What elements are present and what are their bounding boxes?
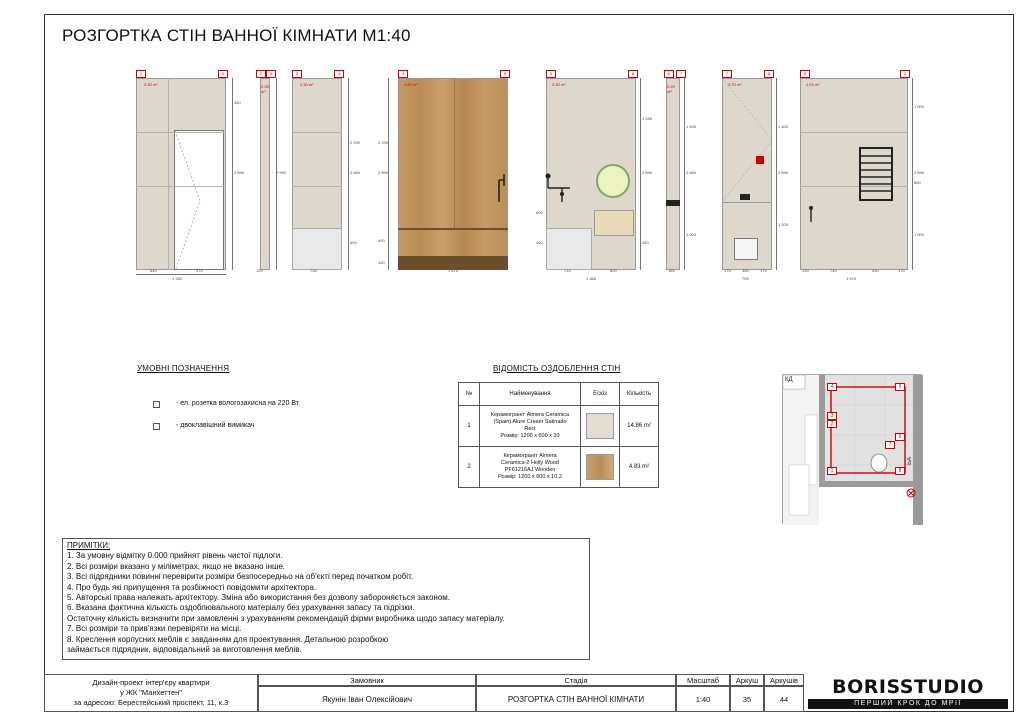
dimension: 400 bbox=[378, 238, 385, 243]
door-opening bbox=[174, 130, 224, 270]
plan-point: 3 bbox=[827, 412, 837, 420]
note-line: 4. Про будь які припущення та розбіжності повідомити архітектора. bbox=[67, 582, 317, 592]
wall-area: 4.83 m² bbox=[404, 82, 418, 87]
material-name: Керамограніт Almera Ceramica-2 Holly Wood PF61216AJ Wooden Розмір: 1200 x 600 x 10.2 bbox=[480, 447, 581, 488]
dimension: 1 200 bbox=[778, 222, 789, 227]
table-row bbox=[459, 406, 659, 447]
row-number: 1 bbox=[459, 406, 480, 447]
dimension: 400 bbox=[536, 240, 543, 245]
note-line: 2. Всі розміри вказано у міліметрах, якщо не вказано інше. bbox=[67, 561, 286, 571]
towel-radiator-icon bbox=[858, 146, 894, 202]
wall-tag-right: 4 bbox=[334, 70, 344, 78]
dimension: 350 bbox=[742, 268, 749, 273]
dimension-total: 700 bbox=[742, 276, 749, 281]
dimension: 735 bbox=[310, 268, 317, 273]
round-mirror bbox=[596, 164, 630, 198]
dimension: 1 000 bbox=[914, 232, 925, 237]
dimension: 175 bbox=[724, 268, 731, 273]
wall-tag-left: 5 bbox=[546, 70, 556, 78]
table-header-row bbox=[459, 383, 659, 406]
stage-label: Стадія bbox=[476, 674, 676, 686]
material-quantity: 4.83 m² bbox=[620, 447, 659, 488]
wall-tag-right: 6 bbox=[628, 70, 638, 78]
dimension: 1 400 bbox=[686, 124, 697, 129]
wall-area: 3.30 m² bbox=[144, 82, 158, 87]
plan-point: 2 bbox=[827, 420, 837, 428]
flush-button bbox=[740, 194, 750, 200]
scale-value: 1:40 bbox=[676, 686, 730, 712]
wall-panel-wood bbox=[398, 78, 508, 270]
wall-tag-left: 2 bbox=[256, 70, 266, 78]
wall-area: 3.30 m² bbox=[552, 82, 566, 87]
dimension: 120 bbox=[256, 268, 263, 273]
dimension: 1 240 bbox=[642, 116, 653, 121]
dimension: 2 290 bbox=[350, 140, 361, 145]
bathtub bbox=[546, 228, 592, 270]
column-header: Кількість bbox=[620, 383, 659, 406]
dimension: 530 bbox=[872, 268, 879, 273]
note-line: Остаточну кількість визначити при замовленні з урахуванням рекомендацій фірми виробника щодо запасу матеріалу. bbox=[67, 613, 505, 623]
legend-item-switch: - двоклавішний вимикач bbox=[176, 422, 255, 429]
dimension: 1 400 bbox=[778, 124, 789, 129]
material-name: Керамограніт Almera Ceramica (Spain) Alure Cream Satinado Rect Розмір: 1200 x 600 x 10 bbox=[480, 406, 581, 447]
wall-tag-left: 1 bbox=[136, 70, 146, 78]
wall-area: 2.30 m² bbox=[300, 82, 314, 87]
plan-label-ba: БА bbox=[907, 457, 913, 465]
note-line: 8. Креслення корпусних меблів є завданням для проектування. Детальною розробкою bbox=[67, 634, 389, 644]
wall-panel bbox=[666, 78, 680, 270]
material-quantity: 14.86 m² bbox=[620, 406, 659, 447]
dimension: 1 000 bbox=[686, 232, 697, 237]
wall-tag-left: 6 bbox=[664, 70, 674, 78]
wall-tag-right: 7 bbox=[676, 70, 686, 78]
dimension: 600 bbox=[610, 268, 617, 273]
dimension: 600 bbox=[536, 210, 543, 215]
wall-tag-left: 8 bbox=[800, 70, 810, 78]
plan-point: 4 bbox=[827, 383, 837, 391]
customer-label: Замовник bbox=[258, 674, 476, 686]
dimension: 170 bbox=[898, 268, 905, 273]
finish-schedule-table bbox=[458, 382, 659, 488]
sheet-label: Аркуш bbox=[730, 674, 764, 686]
dimension: 850 bbox=[914, 180, 921, 185]
note-line: 1. За умовну відмітку 0.000 прийнят рівень чистої підлоги. bbox=[67, 551, 283, 561]
notes-heading: ПРИМІТКИ: bbox=[67, 541, 111, 550]
dimension-total: 1 570 bbox=[846, 276, 857, 281]
note-line: 6. Вказана фактична кількість оздоблювального матеріалу без урахування запасу та підрізки. bbox=[67, 603, 415, 613]
notes-block bbox=[62, 538, 590, 660]
wall-tag-right: 3 bbox=[266, 70, 276, 78]
brand-name: BORISSTUDIO bbox=[832, 676, 984, 698]
note-line: займається підрядник, відповідальний за виготовлення меблів. bbox=[67, 645, 302, 655]
wall-tag-left: 7 bbox=[722, 70, 732, 78]
dimension: 175 bbox=[760, 268, 767, 273]
stage-value: РОЗГОРТКА СТІН ВАННОЇ КІМНАТИ bbox=[476, 686, 676, 712]
dimension: 130 bbox=[802, 268, 809, 273]
vanity-cabinet bbox=[594, 210, 634, 236]
column-header: Ескіз bbox=[581, 383, 620, 406]
plan-point: 1 bbox=[827, 467, 837, 475]
dimension: 100 bbox=[378, 260, 385, 265]
dimension: 2 690 bbox=[350, 170, 361, 175]
dimension: 450 bbox=[642, 240, 649, 245]
scale-label: Масштаб bbox=[676, 674, 730, 686]
dimension: 2 690 bbox=[378, 170, 389, 175]
dimension: 2 690 bbox=[642, 170, 653, 175]
dimension: 2 690 bbox=[686, 170, 697, 175]
shower-icon bbox=[496, 172, 508, 206]
dimension: 165 bbox=[668, 268, 675, 273]
hygienic-shower-icon bbox=[806, 204, 816, 224]
dimension: 2 690 bbox=[778, 170, 789, 175]
sheets-label: Аркушів bbox=[764, 674, 804, 686]
plan-label-kd: КД bbox=[785, 377, 793, 383]
wall-tag-right: 1 bbox=[900, 70, 910, 78]
legend-item-socket: - ел. розетка вологозахисна на 220 Вт bbox=[176, 400, 300, 407]
sheets-total: 44 bbox=[764, 686, 804, 712]
wall-tag-left: 4 bbox=[398, 70, 408, 78]
dimension: 740 bbox=[830, 268, 837, 273]
socket-icon bbox=[153, 401, 160, 408]
wall-area: 0.29 m² bbox=[667, 84, 675, 94]
material-swatch-cell bbox=[581, 406, 620, 447]
material-swatch bbox=[586, 413, 614, 439]
dimension: 170 bbox=[196, 268, 203, 273]
plan-point: 5 bbox=[895, 383, 905, 391]
dimension-total: 1 365 bbox=[586, 276, 597, 281]
wall-area: 3.70 m² bbox=[728, 82, 742, 87]
page-title: РОЗГОРТКА СТІН ВАННОЇ КІМНАТИ М1:40 bbox=[62, 26, 411, 45]
dimension-total: 1 330 bbox=[172, 276, 183, 281]
brand-slogan: ПЕРШИЙ КРОК ДО МРІЇ bbox=[808, 699, 1008, 709]
wall-area: 0.28 m² bbox=[261, 84, 269, 94]
column-header: Найменування bbox=[480, 383, 581, 406]
wall-tag-right: 5 bbox=[500, 70, 510, 78]
bathtub bbox=[292, 228, 342, 270]
dimension: 540 bbox=[150, 268, 157, 273]
legend-heading: УМОВНІ ПОЗНАЧЕННЯ bbox=[137, 364, 230, 373]
note-line: 5. Авторські права належать архітектору. Зміна або використання без дозволу забороняється законом. bbox=[67, 593, 450, 603]
finish-schedule-heading: ВІДОМІСТЬ ОЗДОБЛЕННЯ СТІН bbox=[493, 364, 621, 373]
note-line: 7. Всі розміри та прив'язки перевіряти на місці. bbox=[67, 624, 242, 634]
wall-tag-left: 3 bbox=[292, 70, 302, 78]
project-info: Дизайн-проект інтер'єру квартири у ЖК "Манхеттен" за адресою: Берестейський проспект, 11, к.3 bbox=[44, 674, 258, 712]
sheet-number: 35 bbox=[730, 686, 764, 712]
dimension: 2 290 bbox=[378, 140, 389, 145]
dimension: 2 690 bbox=[914, 170, 925, 175]
dimension: 450 bbox=[234, 100, 241, 105]
wall-tag-right: 8 bbox=[764, 70, 774, 78]
key-plan bbox=[782, 374, 922, 524]
plan-point: 6 bbox=[895, 433, 905, 441]
dimension: 1 000 bbox=[914, 104, 925, 109]
row-number: 2 bbox=[459, 447, 480, 488]
shower-mixer-icon bbox=[544, 172, 574, 206]
customer-name: Якунін Іван Олексійович bbox=[258, 686, 476, 712]
dimension: 2 690 bbox=[276, 170, 287, 175]
faucet bbox=[666, 200, 680, 206]
dimension: 400 bbox=[350, 240, 357, 245]
plan-point: 7 bbox=[885, 441, 895, 449]
wall-tag-right: 2 bbox=[218, 70, 228, 78]
table-row bbox=[459, 447, 659, 488]
column-header: № bbox=[459, 383, 480, 406]
switch-icon bbox=[153, 423, 160, 430]
toilet bbox=[734, 238, 758, 260]
plan-point: 8 bbox=[895, 467, 905, 475]
material-swatch-cell bbox=[581, 447, 620, 488]
dimension: 710 bbox=[564, 268, 571, 273]
dimension: 1 670 bbox=[448, 268, 459, 273]
wall-panel bbox=[260, 78, 270, 270]
wall-area: 4.03 m² bbox=[806, 82, 820, 87]
brand-logo bbox=[806, 676, 1010, 710]
socket-marker bbox=[756, 156, 764, 164]
dimension: 2 690 bbox=[234, 170, 245, 175]
note-line: 3. Всі підрядники повинні перевірити розміри безпосередньо на об'єкті перед початком робіт. bbox=[67, 572, 414, 582]
material-swatch bbox=[586, 454, 614, 480]
